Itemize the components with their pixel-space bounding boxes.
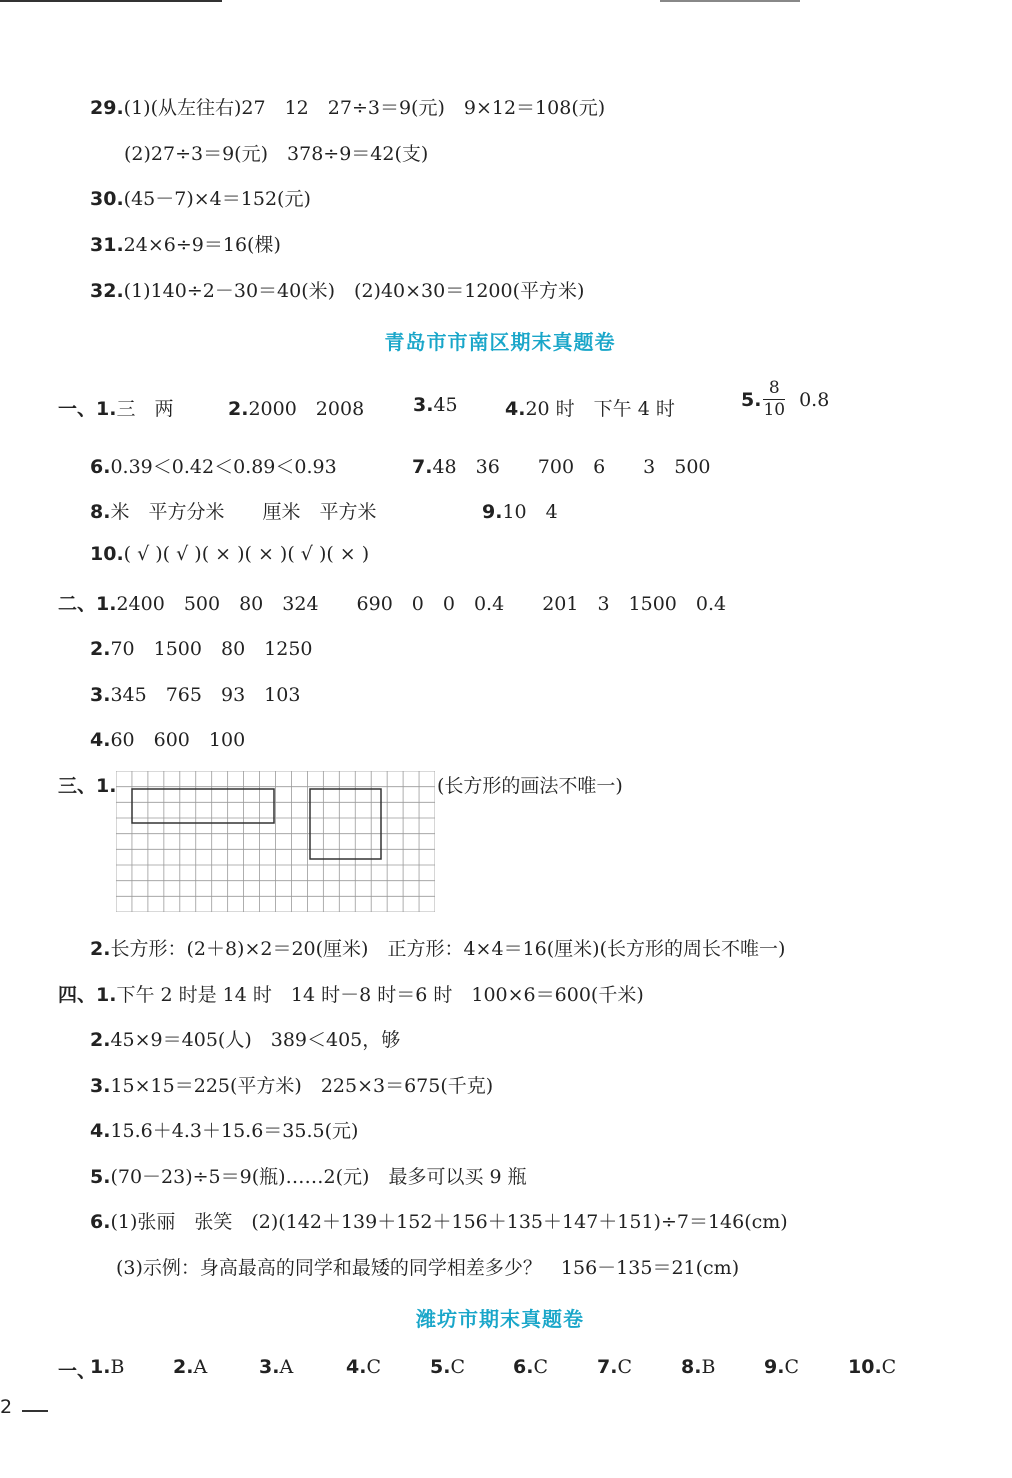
qd-s1-item5: 5. $\frac{8}{10}$ 0.8 [741, 378, 830, 420]
drawing-grid [116, 771, 435, 912]
wf-answer-2: 2.A [173, 1356, 208, 1378]
qd-s4-item6-3: (3)示例：身高最高的同学和最矮的同学相差多少？ 156－135＝21(cm) [116, 1257, 740, 1279]
qd-s2-item4: 4.60 600 100 [90, 729, 246, 751]
qd-s4-item5: 5.(70－23)÷5＝9(瓶)……2(元) 最多可以买 9 瓶 [90, 1166, 527, 1188]
wf-answer-1: 1.B [90, 1356, 125, 1378]
qd-s1-item4: 4.20 时 下午 4 时 [505, 398, 675, 420]
qd-s4-item2: 2.45×9＝405(人) 389＜405，够 [90, 1029, 401, 1051]
wf-answer-10: 10.C [848, 1356, 897, 1378]
wf-answer-5: 5.C [430, 1356, 465, 1378]
wf-answer-9: 9.C [764, 1356, 799, 1378]
grid-lines [116, 771, 435, 912]
qd-s4-item4: 4.15.6＋4.3＋15.6＝35.5(元) [90, 1120, 359, 1142]
answer-29: 29.(1)(从左往右)27 12 27÷3＝9(元) 9×12＝108(元) [90, 97, 606, 119]
qd-s1-item9: 9.10 4 [482, 501, 558, 523]
qd-s3-note: (长方形的画法不唯一) [437, 775, 623, 797]
page-number-rule [22, 1410, 48, 1412]
qd-s4-item1: 四、1.下午 2 时是 14 时 14 时－8 时＝6 时 100×6＝600(千米) [58, 984, 644, 1006]
qd-s2-item3: 3.345 765 93 103 [90, 684, 301, 706]
wf-answer-4: 4.C [346, 1356, 381, 1378]
qd-s4-item3: 3.15×15＝225(平方米) 225×3＝675(千克) [90, 1075, 494, 1097]
answer-29-2: (2)27÷3＝9(元) 378÷9＝42(支) [124, 143, 429, 165]
wf-s1-row: 一、 [58, 1360, 97, 1382]
wf-answer-8: 8.B [681, 1356, 716, 1378]
section-heading-weifang: 潍坊市期末真题卷 [416, 1307, 584, 1331]
top-rule [0, 0, 222, 2]
fraction: $\frac{8}{10}$ [763, 378, 786, 420]
top-rule-right [660, 0, 800, 2]
qd-s1-item6: 6.0.39＜0.42＜0.89＜0.93 [90, 456, 337, 478]
wf-answer-7: 7.C [597, 1356, 632, 1378]
qd-s1-item10: 10.( √ )( √ )( × )( × )( √ )( × ) [90, 543, 370, 565]
answer-30: 30.(45－7)×4＝152(元) [90, 188, 311, 210]
qd-s1-item3: 3.45 [413, 394, 458, 416]
qd-s1-item2: 2.2000 2008 [228, 398, 365, 420]
answer-31: 31.24×6÷9＝16(棵) [90, 234, 281, 256]
qd-s3-item2: 2.长方形：(2＋8)×2＝20(厘米) 正方形：4×4＝16(厘米)(长方形的周长不唯一) [90, 938, 786, 960]
qd-s1-row1: 一、1.三 两 [58, 398, 174, 420]
qd-s1-item8: 8.米 平方分米 厘米 平方米 [90, 501, 377, 523]
qd-s4-item6: 6.(1)张丽 张笑 (2)(142＋139＋152＋156＋135＋147＋151)÷7＝146(cm) [90, 1211, 788, 1233]
section-heading-qingdao: 青岛市市南区期末真题卷 [384, 330, 616, 354]
answer-32: 32.(1)140÷2－30＝40(米) (2)40×30＝1200(平方米) [90, 280, 585, 302]
page-number: 2 [0, 1396, 13, 1418]
qd-s2-item1: 二、1.2400 500 80 324 690 0 0 0.4 201 3 1500 0.4 [58, 593, 727, 615]
wf-answer-3: 3.A [259, 1356, 294, 1378]
wf-answer-6: 6.C [513, 1356, 548, 1378]
qd-s1-item7: 7.48 36 700 6 3 500 [412, 456, 711, 478]
qd-s3-item1: 三、1. [58, 775, 117, 797]
drawn-square [310, 789, 381, 859]
qd-s2-item2: 2.70 1500 80 1250 [90, 638, 313, 660]
